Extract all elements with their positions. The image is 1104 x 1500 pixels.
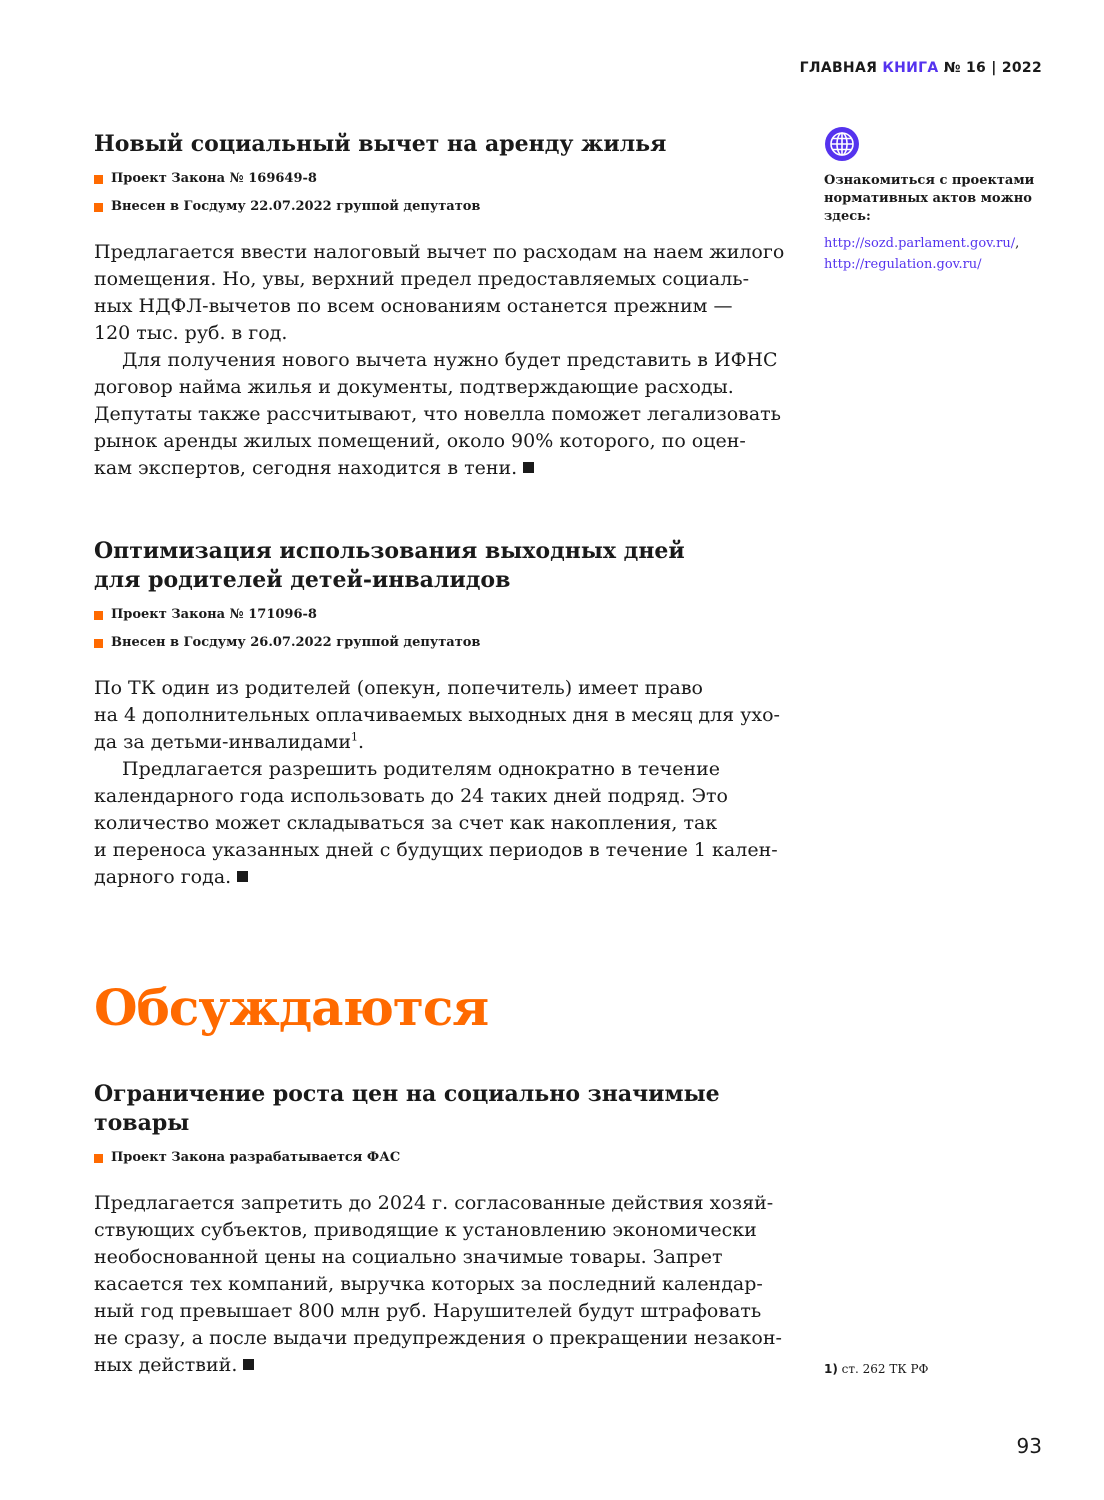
- section-heading: Обсуждаются: [94, 978, 489, 1037]
- meta-text: Проект Закона разрабатывается ФАС: [111, 1150, 401, 1165]
- masthead-title: ГЛАВНАЯ: [799, 60, 883, 76]
- meta-line: [94, 199, 794, 215]
- masthead-issue: № 16 | 2022: [938, 60, 1042, 76]
- sidebar-title-line: Ознакомиться с проектами: [824, 173, 1035, 188]
- meta-text: Внесен в Госдуму 26.07.2022 группой депутатов: [111, 635, 481, 650]
- paragraph: По ТК один из родителей (опекун, попечитель) имеет право на 4 дополнительных оплачиваемых выходных дня в месяц для ухо- да за детьми-инвалидами$^1$.: [94, 677, 780, 753]
- sidebar-title-line: нормативных актов можно: [824, 191, 1032, 206]
- text-line: Для получения нового вычета нужно будет представить в ИФНС: [122, 349, 778, 371]
- text-line: Предлагается ввести налоговый вычет по расходам на наем жилого: [94, 241, 785, 263]
- text-line: и переноса указанных дней с будущих периодов в течение 1 кален-: [94, 839, 778, 861]
- title-line: Ограничение роста цен на социально значимые: [94, 1081, 720, 1107]
- text-line: Предлагается разрешить родителям однократно в течение: [122, 758, 720, 780]
- text-line: договор найма жилья и документы, подтверждающие расходы.: [94, 376, 734, 398]
- footnote-ref: 1: [351, 730, 359, 744]
- text-line: не сразу, а после выдачи предупреждения о прекращении незакон-: [94, 1327, 782, 1349]
- text-line: ных действий.: [94, 1354, 238, 1376]
- text-line: ный год превышает 800 млн руб. Нарушителей будут штрафовать: [94, 1300, 762, 1322]
- meta-line: [94, 1150, 794, 1166]
- meta-text: Проект Закона № 171096-8: [111, 607, 317, 622]
- link-regulation[interactable]: http://regulation.gov.ru/: [824, 257, 982, 272]
- text-line: Предлагается запретить до 2024 г. согласованные действия хозяй-: [94, 1192, 774, 1214]
- bullet-square-icon: [94, 1154, 103, 1163]
- paragraph: [94, 239, 794, 347]
- meta-line: [94, 607, 794, 623]
- end-mark-icon: [237, 871, 248, 882]
- text-line: касается тех компаний, выручка которых за последний календар-: [94, 1273, 763, 1295]
- text-line: календарного года использовать до 24 таких дней подряд. Это: [94, 785, 728, 807]
- title-line: для родителей детей-инвалидов: [94, 567, 511, 593]
- text-line: количество может складываться за счет как накопления, так: [94, 812, 718, 834]
- title-line: товары: [94, 1110, 190, 1136]
- masthead-accent: КНИГА: [882, 60, 939, 76]
- footnote-marker: 1): [824, 1362, 838, 1376]
- bullet-square-icon: [94, 611, 103, 620]
- paragraph: [94, 1190, 794, 1379]
- title-line: Оптимизация использования выходных дней: [94, 538, 685, 564]
- meta-line: [94, 635, 794, 651]
- page-number: 93: [1016, 1434, 1042, 1458]
- text-line: По ТК один из родителей (опекун, попечитель) имеет право: [94, 677, 703, 699]
- text-line: Депутаты также рассчитывают, что новелла поможет легализовать: [94, 403, 782, 425]
- text-line: ных НДФЛ-вычетов по всем основаниям останется прежним —: [94, 295, 733, 317]
- bullet-square-icon: [94, 175, 103, 184]
- text-line: помещения. Но, увы, верхний предел предоставляемых социаль-: [94, 268, 750, 290]
- text-line: необоснованной цены на социально значимые товары. Запрет: [94, 1246, 723, 1268]
- title-line: Новый социальный вычет на аренду жилья: [94, 131, 667, 157]
- link-sozd[interactable]: http://sozd.parlament.gov.ru/: [824, 236, 1016, 251]
- text-line: кам экспертов, сегодня находится в тени.: [94, 457, 518, 479]
- bullet-square-icon: [94, 639, 103, 648]
- meta-line: [94, 171, 794, 187]
- text-line: рынок аренды жилых помещений, около 90% которого, по оцен-: [94, 430, 746, 452]
- article-rent-deduction: [94, 130, 794, 482]
- bullet-square-icon: [94, 203, 103, 212]
- article-title: [94, 130, 794, 159]
- meta-text: Внесен в Госдуму 22.07.2022 группой депутатов: [111, 199, 481, 214]
- text-line: да за детьми-инвалидами: [94, 731, 352, 753]
- end-mark-icon: [243, 1359, 254, 1370]
- article-title: [94, 537, 794, 595]
- text-line: на 4 дополнительных оплачиваемых выходных дня в месяц для ухо-: [94, 704, 780, 726]
- sidebar-title: [824, 172, 1054, 226]
- text-line: ствующих субъектов, приводящие к установлению экономически: [94, 1219, 757, 1241]
- meta-text: Проект Закона № 169649-8: [111, 171, 317, 186]
- article-parent-days-off: [94, 537, 794, 891]
- article-title: [94, 1080, 794, 1138]
- footnote-text: ст. 262 ТК РФ: [837, 1362, 929, 1376]
- masthead: [800, 60, 1042, 76]
- sidebar-title-line: здесь:: [824, 209, 871, 224]
- text-line: дарного года.: [94, 866, 232, 888]
- globe-icon: [824, 126, 860, 162]
- link-separator: ,: [1015, 236, 1020, 251]
- article-price-limits: [94, 1080, 794, 1379]
- sidebar-note: [824, 126, 1054, 274]
- paragraph: [94, 347, 794, 482]
- end-mark-icon: [523, 462, 534, 473]
- text-line: 120 тыс. руб. в год.: [94, 322, 288, 344]
- paragraph: [94, 756, 794, 891]
- footnote: [824, 1361, 929, 1377]
